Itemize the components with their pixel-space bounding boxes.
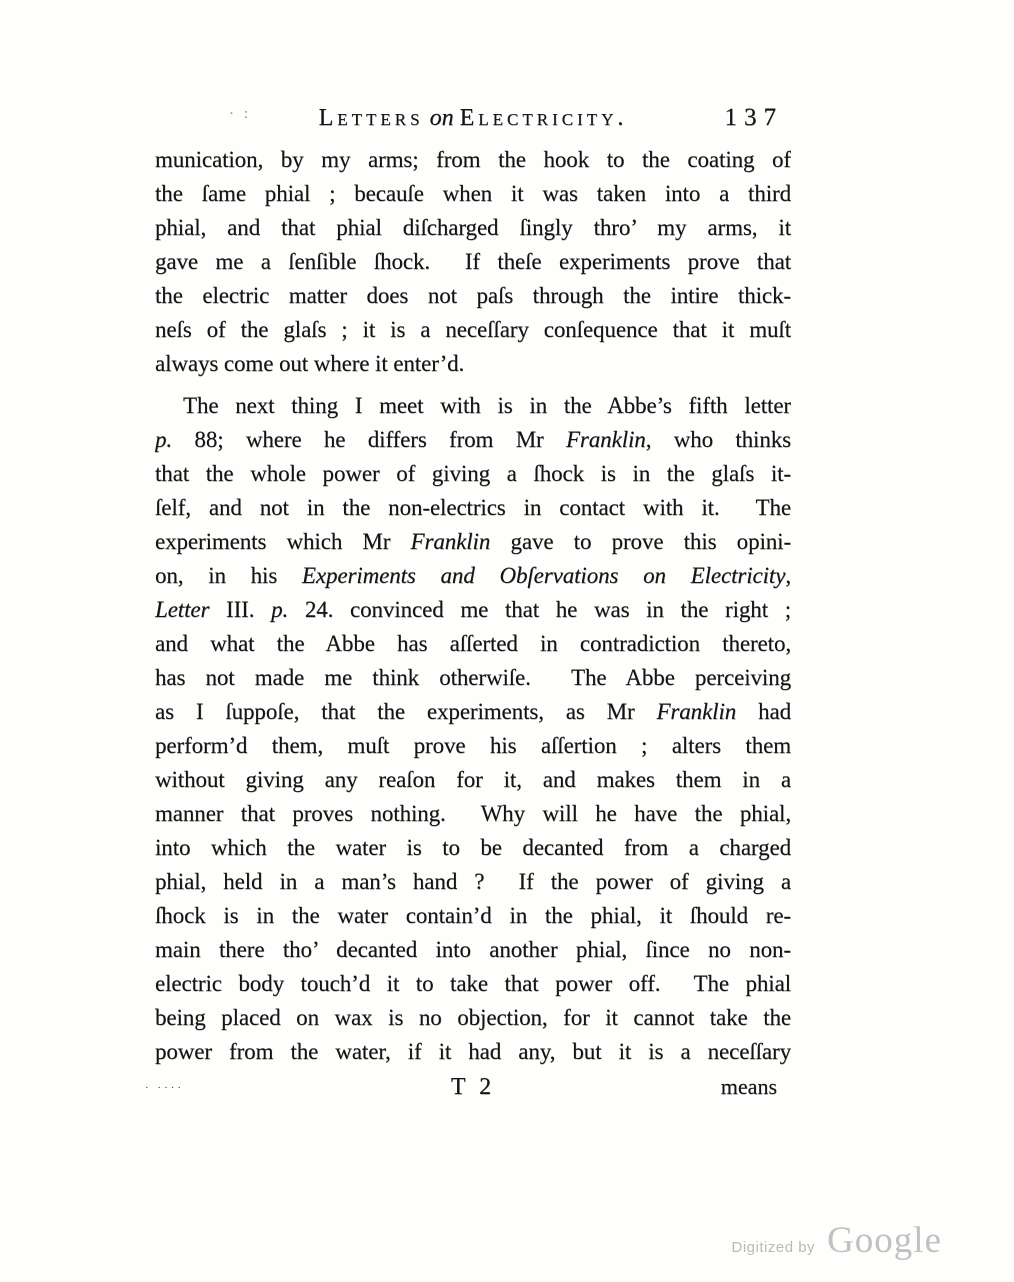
page-title bbox=[155, 100, 791, 136]
text-run: on, in his bbox=[155, 563, 302, 588]
text-line bbox=[155, 1035, 791, 1069]
text-run: the ſame phial ; becauſe when it was taken into a third bbox=[155, 181, 791, 206]
text-line bbox=[155, 423, 791, 457]
watermark-text: Digitized by bbox=[731, 1239, 816, 1256]
text-run: ſelf, and not in the non-electrics in contact with it. The bbox=[155, 495, 791, 520]
text-run: main there tho’ decanted into another phial, ſince no non- bbox=[155, 937, 791, 962]
catchword: means bbox=[720, 1074, 777, 1099]
text-run: on bbox=[423, 105, 460, 131]
text-line bbox=[155, 933, 791, 967]
paragraph bbox=[155, 143, 791, 381]
text-run: ſhock is in the water contain’d in the phial, it ſhould re- bbox=[155, 903, 791, 928]
text-line bbox=[155, 1001, 791, 1035]
text-run: manner that proves nothing. Why will he have the phial, bbox=[155, 801, 791, 826]
text-run: always come out where it enter’d. bbox=[155, 351, 465, 376]
text-run: Electricity. bbox=[459, 105, 628, 131]
text-line bbox=[155, 831, 791, 865]
text-run: has not made me think otherwiſe. The Abbe perceiving bbox=[155, 665, 791, 690]
text-run: and what the Abbe has aſſerted in contradiction thereto, bbox=[155, 631, 791, 656]
page-number: 137 bbox=[724, 104, 783, 131]
text-line bbox=[155, 627, 791, 661]
text-run: p. bbox=[271, 597, 289, 622]
text-line bbox=[155, 525, 791, 559]
text-run: p. bbox=[155, 427, 173, 452]
text-run: The next thing I meet with is in the Abbe’s fifth letter bbox=[183, 393, 791, 418]
text-run: that the whole power of giving a ſhock is in the glaſs it- bbox=[155, 461, 791, 486]
text-line bbox=[155, 559, 791, 593]
text-line bbox=[155, 389, 791, 423]
text-run: Letter bbox=[155, 597, 210, 622]
text-line bbox=[155, 967, 791, 1001]
text-run: into which the water is to be decanted from a charged bbox=[155, 835, 791, 860]
text-run: had bbox=[736, 699, 791, 724]
text-run: neſs of the glaſs ; it is a neceſſary conſequence that it muſt bbox=[155, 317, 791, 342]
text-run: III. bbox=[209, 597, 272, 622]
text-run: phial, held in a man’s hand ? If the power of giving a bbox=[155, 869, 791, 894]
text-run: as I ſuppoſe, that the experiments, as Mr bbox=[155, 699, 657, 724]
text-run: Experiments and Obſervations on Electricity bbox=[301, 563, 786, 588]
text-line bbox=[155, 899, 791, 933]
text-run: gave to prove this opini- bbox=[490, 529, 791, 554]
text-run: experiments which Mr bbox=[155, 529, 411, 554]
text-run: power from the water, if it had any, but it is a neceſſary bbox=[155, 1039, 791, 1064]
text-run: Franklin bbox=[565, 427, 646, 452]
text-run: Letters bbox=[318, 105, 424, 131]
text-line bbox=[155, 729, 791, 763]
text-line bbox=[155, 457, 791, 491]
text-run: munication, by my arms; from the hook to the coating of bbox=[155, 147, 791, 172]
signature-mark: T 2 bbox=[450, 1074, 496, 1100]
text-run: 24. convinced me that he was in the right ; bbox=[288, 597, 791, 622]
paragraph bbox=[155, 389, 791, 1069]
text-line bbox=[155, 143, 791, 177]
text-line bbox=[155, 211, 791, 245]
text-line bbox=[155, 763, 791, 797]
text-line bbox=[155, 347, 791, 381]
ink-speck-marks: · : bbox=[229, 106, 251, 122]
text-line bbox=[155, 245, 791, 279]
text-line bbox=[155, 491, 791, 525]
text-run: phial, and that phial diſcharged ſingly thro’ my arms, it bbox=[155, 215, 791, 240]
text-line bbox=[155, 313, 791, 347]
text-run: Franklin bbox=[410, 529, 491, 554]
text-run: , bbox=[785, 563, 791, 588]
text-run: 88; where he differs from Mr bbox=[172, 427, 566, 452]
text-line bbox=[155, 865, 791, 899]
text-run: being placed on wax is no objection, for it cannot take the bbox=[155, 1005, 791, 1030]
text-run: , who thinks bbox=[645, 427, 791, 452]
text-run: gave me a ſenſible ſhock. If theſe experiments prove that bbox=[155, 249, 791, 274]
text-line bbox=[155, 695, 791, 729]
text-line bbox=[155, 797, 791, 831]
text-run: Franklin bbox=[656, 699, 737, 724]
text-line bbox=[155, 593, 791, 627]
text-line bbox=[155, 661, 791, 695]
footer-line bbox=[145, 1070, 791, 1104]
google-watermark bbox=[732, 1222, 942, 1259]
text-run: perform’d them, muſt prove his aſſertion ; alters them bbox=[155, 733, 791, 758]
google-logo: Google bbox=[827, 1220, 942, 1261]
text-run: electric body touch’d it to take that power off. The phial bbox=[155, 971, 791, 996]
body-text bbox=[155, 143, 791, 1069]
text-run: without giving any reaſon for it, and makes them in a bbox=[155, 767, 791, 792]
text-line bbox=[155, 279, 791, 313]
text-line bbox=[155, 177, 791, 211]
running-header bbox=[155, 100, 791, 136]
text-run: the electric matter does not paſs through the intire thick- bbox=[155, 283, 791, 308]
ink-speck-marks: · ···· bbox=[145, 1082, 185, 1094]
